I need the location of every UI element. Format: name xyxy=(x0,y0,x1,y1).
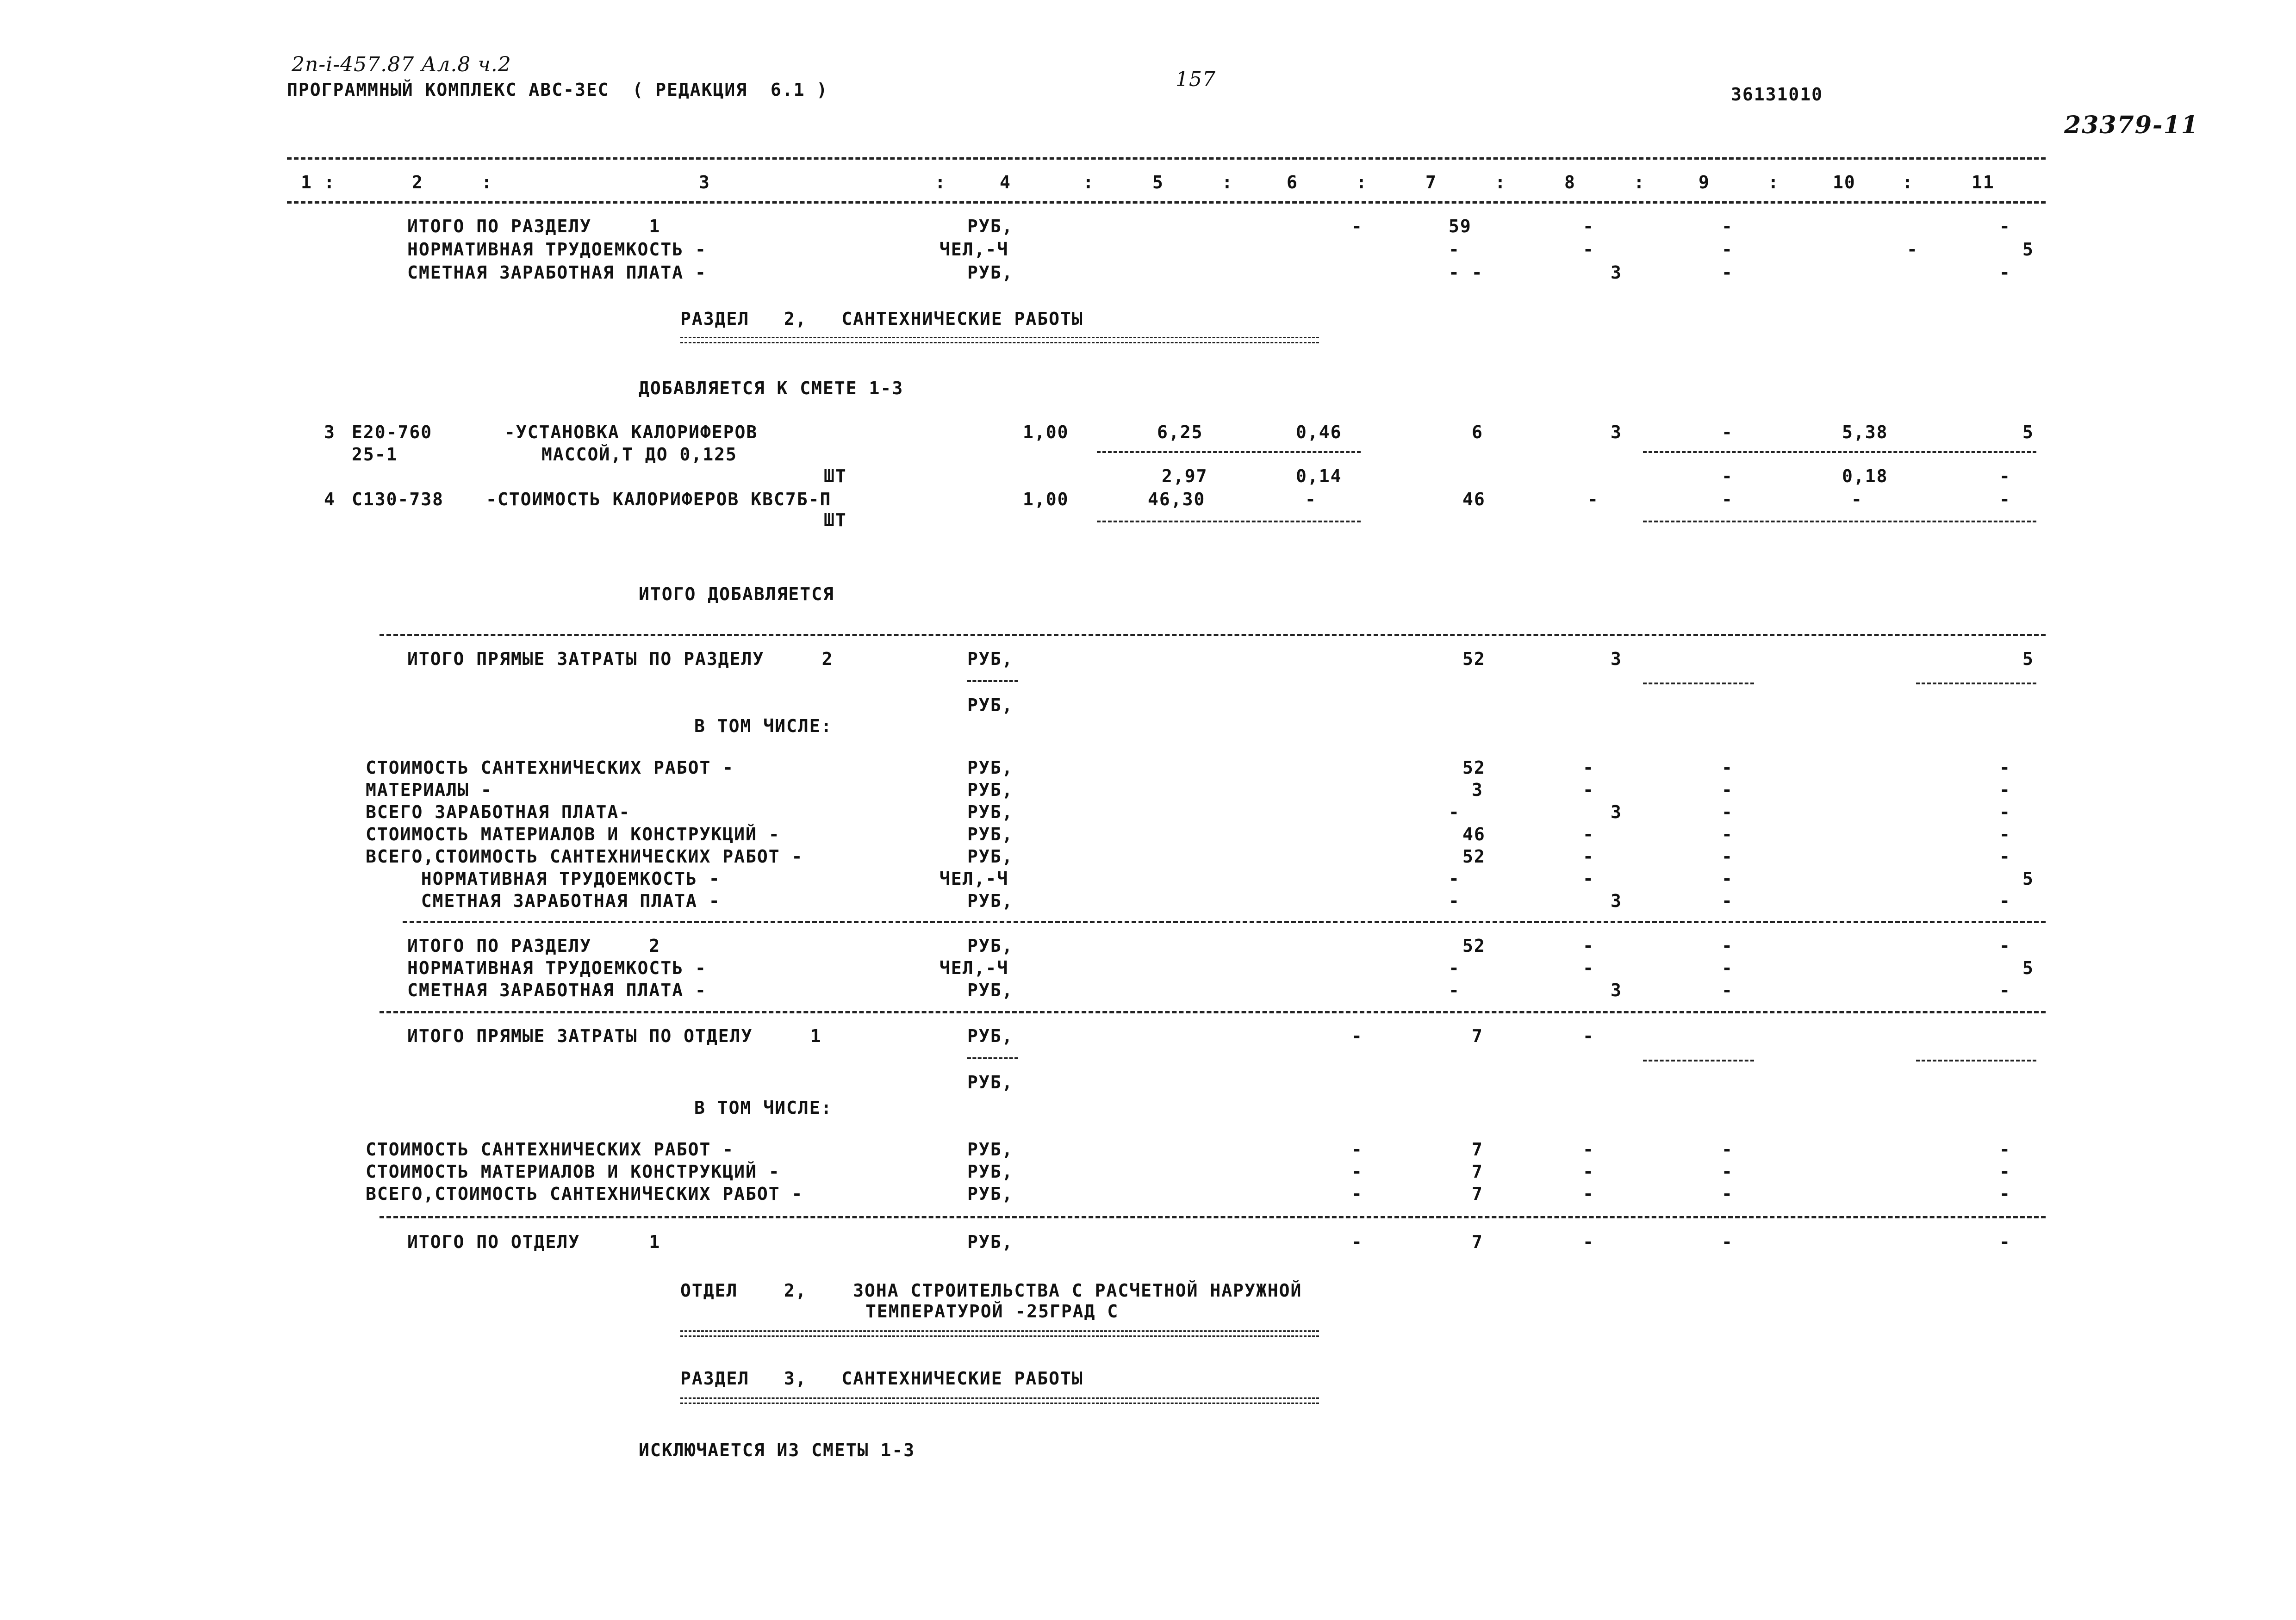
cell-11: - xyxy=(1999,1161,2011,1182)
cell-9: - xyxy=(1722,1184,1733,1204)
cell-11b: - xyxy=(1999,466,2011,486)
row-unit: ЧЕЛ,-Ч xyxy=(940,239,1009,260)
cell-12: 5 xyxy=(2022,239,2034,260)
row-label: СТОИМОСТЬ САНТЕХНИЧЕСКИХ РАБОТ - xyxy=(366,1139,734,1160)
cell-11: 5 xyxy=(2022,869,2034,889)
col-sep: : xyxy=(1083,172,1095,192)
section3-title: РАЗДЕЛ 3, САНТЕХНИЧЕСКИЕ РАБОТЫ xyxy=(680,1368,1083,1389)
program-line: ПРОГРАММНЫЙ КОМПЛЕКС АВС-3ЕС ( РЕДАКЦИЯ 6.1 ) xyxy=(287,80,828,100)
department2-title-2: ТЕМПЕРАТУРОЙ -25ГРАД С xyxy=(865,1301,1119,1322)
cell-7: - xyxy=(1449,891,1460,911)
dept-direct-costs-label: ИТОГО ПРЯМЫЕ ЗАТРАТЫ ПО ОТДЕЛУ 1 xyxy=(407,1026,822,1046)
cell-6: - xyxy=(1305,489,1317,509)
row-unit: РУБ, xyxy=(967,262,1014,283)
cell-8: - xyxy=(1583,1139,1594,1160)
department2-title: ОТДЕЛ 2, ЗОНА СТРОИТЕЛЬСТВА С РАСЧЕТНОЙ НАРУЖНОЙ xyxy=(680,1280,1302,1301)
cell-11: 5 xyxy=(2022,958,2034,978)
cell-9: - xyxy=(1722,1139,1733,1160)
cell-7: - xyxy=(1449,980,1460,1000)
cell-10b: 0,18 xyxy=(1842,466,1888,486)
row-unit: РУБ, xyxy=(967,1184,1014,1204)
dept-direct-costs-unit: РУБ, xyxy=(967,1026,1014,1046)
cell-9: - xyxy=(1722,824,1733,844)
cell-8: - xyxy=(1449,239,1460,260)
handwritten-reference: 2п-і-457.87 Ал.8 ч.2 xyxy=(292,53,511,76)
cell-9: - xyxy=(1722,958,1733,978)
cell-11: - xyxy=(1999,1232,2011,1252)
col-header-4: 4 xyxy=(1000,172,1011,192)
unit-divider xyxy=(967,1057,1018,1059)
row-unit: РУБ, xyxy=(967,802,1014,822)
cell-9: - xyxy=(1722,980,1733,1000)
cell-7: 46 xyxy=(1462,824,1486,844)
cell-12: - xyxy=(1999,262,2011,283)
cell-9: - xyxy=(1722,1161,1733,1182)
direct-costs-c7: 52 xyxy=(1462,649,1486,669)
row-unit: РУБ, xyxy=(967,824,1014,844)
cell-8: 3 xyxy=(1611,422,1622,442)
cell-9: - xyxy=(1722,846,1733,867)
row-label: НОРМАТИВНАЯ ТРУДОЕМКОСТЬ - xyxy=(407,239,707,260)
row-unit: РУБ, xyxy=(967,1161,1014,1182)
row-label: СМЕТНАЯ ЗАРАБОТНАЯ ПЛАТА - xyxy=(407,262,707,283)
cell-11: - xyxy=(1999,846,2011,867)
row-label: ИТОГО ПО ОТДЕЛУ 1 xyxy=(407,1232,661,1252)
cell-7: 3 xyxy=(1472,780,1483,800)
col-header-5: 5 xyxy=(1152,172,1164,192)
added-title: ДОБАВЛЯЕТСЯ К СМЕТЕ 1-3 xyxy=(639,378,904,398)
rule xyxy=(380,634,2046,636)
cell-11: - xyxy=(1999,780,2011,800)
row-label: ВСЕГО,СТОИМОСТЬ САНТЕХНИЧЕСКИХ РАБОТ - xyxy=(366,846,803,867)
col-sep: : xyxy=(1634,172,1645,192)
direct-costs-unit: РУБ, xyxy=(967,649,1014,669)
cell-9: - xyxy=(1722,869,1733,889)
col-header-1: 1 xyxy=(301,172,312,192)
cell-11: - xyxy=(1999,802,2011,822)
cell-9: 3 xyxy=(1611,262,1622,283)
dept-direct-costs-c7: 7 xyxy=(1472,1026,1483,1046)
row-label: МАТЕРИАЛЫ - xyxy=(366,780,492,800)
row-unit: РУБ, xyxy=(967,980,1014,1000)
cell-11: 5 xyxy=(2022,422,2034,442)
direct-costs-label: ИТОГО ПРЯМЫЕ ЗАТРАТЫ ПО РАЗДЕЛУ 2 xyxy=(407,649,834,669)
cell-9b: - xyxy=(1722,466,1733,486)
dept-direct-costs-unit-2: РУБ, xyxy=(967,1072,1014,1092)
col-header-7: 7 xyxy=(1425,172,1437,192)
direct-costs-unit-2: РУБ, xyxy=(967,695,1014,715)
row-label: СМЕТНАЯ ЗАРАБОТНАЯ ПЛАТА - xyxy=(398,891,721,911)
cell-11: - xyxy=(1999,1184,2011,1204)
col-header-10: 10 xyxy=(1833,172,1856,192)
col-header-8: 8 xyxy=(1564,172,1576,192)
cell-8: - xyxy=(1583,958,1594,978)
cell-5: 46,30 xyxy=(1148,489,1206,509)
cell-7: 7 xyxy=(1472,1139,1483,1160)
section3-underline xyxy=(680,1397,1319,1404)
cell-9: - xyxy=(1722,891,1733,911)
row-unit: РУБ, xyxy=(967,216,1014,236)
cell-11: - xyxy=(1999,891,2011,911)
row-label: НОРМАТИВНАЯ ТРУДОЕМКОСТЬ - xyxy=(398,869,721,889)
direct-costs-c11: 5 xyxy=(2022,649,2034,669)
cell-9: - xyxy=(1583,216,1594,236)
cell-11: - xyxy=(1999,936,2011,956)
cell-6b: 0,14 xyxy=(1296,466,1342,486)
cell-10: - xyxy=(1722,239,1733,260)
cell-11: - xyxy=(1999,757,2011,778)
item-unit: ШТ xyxy=(824,466,847,486)
cell-divider xyxy=(1643,683,1754,684)
cell-9: - xyxy=(1722,802,1733,822)
row-unit: РУБ, xyxy=(967,891,1014,911)
item-code-2: 25-1 xyxy=(352,444,398,465)
col-header-6: 6 xyxy=(1287,172,1298,192)
table-top-rule xyxy=(287,157,2046,160)
cell-7: 6 xyxy=(1472,422,1483,442)
row-unit: РУБ, xyxy=(967,1139,1014,1160)
row-label: ВСЕГО ЗАРАБОТНАЯ ПЛАТА- xyxy=(366,802,631,822)
col-sep: : xyxy=(324,172,336,192)
cell-9: - xyxy=(1722,757,1733,778)
document-code: 36131010 xyxy=(1731,84,1823,105)
col-header-11: 11 xyxy=(1972,172,1995,192)
cell-7: 7 xyxy=(1472,1161,1483,1182)
cell-8: 3 xyxy=(1611,891,1622,911)
col-sep: : xyxy=(1356,172,1368,192)
item-qty: 1,00 xyxy=(1023,489,1069,509)
cell-8: - xyxy=(1583,1232,1594,1252)
cell-11: - xyxy=(1999,1139,2011,1160)
col-sep: : xyxy=(1222,172,1233,192)
cell-9: - xyxy=(1583,239,1594,260)
cell-5: 6,25 xyxy=(1157,422,1203,442)
excluded-title: ИСКЛЮЧАЕТСЯ ИЗ СМЕТЫ 1-3 xyxy=(639,1440,915,1460)
cell-8: - xyxy=(1583,824,1594,844)
cell-9: - xyxy=(1722,780,1733,800)
cell-divider xyxy=(1643,521,2036,522)
cell-divider xyxy=(1097,451,1361,453)
item-code: Е20-760 xyxy=(352,422,433,442)
direct-costs-c8: 3 xyxy=(1611,649,1622,669)
cell-10: - xyxy=(1722,262,1733,283)
cell-8: - - xyxy=(1449,262,1483,283)
section2-underline xyxy=(680,337,1319,343)
item-number: 4 xyxy=(324,489,336,509)
item-unit: ШТ xyxy=(824,510,847,530)
rule xyxy=(380,1011,2046,1013)
section2-title: РАЗДЕЛ 2, САНТЕХНИЧЕСКИЕ РАБОТЫ xyxy=(680,309,1083,329)
item-name-2: МАССОЙ,Т ДО 0,125 xyxy=(541,444,737,465)
cell-8: - xyxy=(1587,489,1599,509)
cell-8: - xyxy=(1583,869,1594,889)
row-label: СТОИМОСТЬ САНТЕХНИЧЕСКИХ РАБОТ - xyxy=(366,757,734,778)
row-label: НОРМАТИВНАЯ ТРУДОЕМКОСТЬ - xyxy=(407,958,707,978)
col-sep: : xyxy=(1495,172,1506,192)
cell-7: 46 xyxy=(1462,489,1486,509)
col-sep: : xyxy=(1768,172,1780,192)
col-header-3: 3 xyxy=(699,172,710,192)
col-sep: : xyxy=(935,172,946,192)
item-qty: 1,00 xyxy=(1023,422,1069,442)
cell-7: - xyxy=(1449,958,1460,978)
row-unit: РУБ, xyxy=(967,846,1014,867)
cell-5b: 2,97 xyxy=(1162,466,1208,486)
cell-6: - xyxy=(1351,1232,1363,1252)
cell-10: 5,38 xyxy=(1842,422,1888,442)
cell-10: - xyxy=(1722,216,1733,236)
cell-9: - xyxy=(1722,422,1733,442)
col-header-9: 9 xyxy=(1699,172,1710,192)
cell-8: - xyxy=(1583,936,1594,956)
row-label: ИТОГО ПО РАЗДЕЛУ 1 xyxy=(407,216,661,236)
cell-6: - xyxy=(1351,1161,1363,1182)
cell-10: - xyxy=(1851,489,1863,509)
cell-11: - xyxy=(1999,489,2011,509)
cell-divider xyxy=(1916,683,2036,684)
cell-9: - xyxy=(1722,489,1733,509)
cell-7: - xyxy=(1351,216,1363,236)
row-label: СТОИМОСТЬ МАТЕРИАЛОВ И КОНСТРУКЦИЙ - xyxy=(366,1161,780,1182)
col-header-2: 2 xyxy=(412,172,423,192)
row-unit: РУБ, xyxy=(967,1232,1014,1252)
row-unit: ЧЕЛ,-Ч xyxy=(940,958,1009,978)
including-label: В ТОМ ЧИСЛЕ: xyxy=(694,716,833,736)
col-sep: : xyxy=(481,172,493,192)
cell-divider xyxy=(1097,521,1361,522)
cell-11: - xyxy=(1999,824,2011,844)
cell-6: - xyxy=(1351,1139,1363,1160)
item-name: -СТОИМОСТЬ КАЛОРИФЕРОВ КВС7Б-П xyxy=(486,489,832,509)
cell-8: - xyxy=(1583,757,1594,778)
stamp-number: 23379-11 xyxy=(2064,111,2199,139)
cell-9: - xyxy=(1722,936,1733,956)
cell-7: 7 xyxy=(1472,1232,1483,1252)
dept-direct-costs-c8: - xyxy=(1583,1026,1594,1046)
cell-8: - xyxy=(1583,780,1594,800)
dept-including-label: В ТОМ ЧИСЛЕ: xyxy=(694,1098,833,1118)
row-unit: РУБ, xyxy=(967,936,1014,956)
row-label: СМЕТНАЯ ЗАРАБОТНАЯ ПЛАТА - xyxy=(407,980,707,1000)
cell-6: - xyxy=(1351,1184,1363,1204)
cell-divider xyxy=(1643,1060,1754,1061)
col-sep: : xyxy=(1902,172,1914,192)
page-number: 157 xyxy=(1176,68,1216,91)
row-unit: ЧЕЛ,-Ч xyxy=(940,869,1009,889)
cell-7: - xyxy=(1449,869,1460,889)
cell-divider xyxy=(1643,451,2036,453)
rule xyxy=(403,921,2046,923)
added-total: ИТОГО ДОБАВЛЯЕТСЯ xyxy=(639,584,834,604)
cell-divider xyxy=(1916,1060,2036,1061)
dept-direct-costs-c6: - xyxy=(1351,1026,1363,1046)
row-label: ВСЕГО,СТОИМОСТЬ САНТЕХНИЧЕСКИХ РАБОТ - xyxy=(366,1184,803,1204)
cell-8: - xyxy=(1583,1184,1594,1204)
row-unit: РУБ, xyxy=(967,757,1014,778)
item-code: С130-738 xyxy=(352,489,444,509)
cell-11: - xyxy=(1907,239,1918,260)
cell-6: 0,46 xyxy=(1296,422,1342,442)
cell-7: 52 xyxy=(1462,757,1486,778)
cell-12: - xyxy=(1999,216,2011,236)
header-bottom-rule xyxy=(287,201,2046,204)
cell-8: 59 xyxy=(1449,216,1472,236)
row-label: ИТОГО ПО РАЗДЕЛУ 2 xyxy=(407,936,661,956)
cell-8: 3 xyxy=(1611,980,1622,1000)
department2-underline xyxy=(680,1330,1319,1337)
cell-7: 7 xyxy=(1472,1184,1483,1204)
row-label: СТОИМОСТЬ МАТЕРИАЛОВ И КОНСТРУКЦИЙ - xyxy=(366,824,780,844)
cell-8: - xyxy=(1583,846,1594,867)
item-number: 3 xyxy=(324,422,336,442)
cell-7: - xyxy=(1449,802,1460,822)
cell-8: 3 xyxy=(1611,802,1622,822)
item-name: -УСТАНОВКА КАЛОРИФЕРОВ xyxy=(504,422,758,442)
rule xyxy=(380,1216,2046,1218)
cell-8: - xyxy=(1583,1161,1594,1182)
cell-9: - xyxy=(1722,1232,1733,1252)
cell-7: 52 xyxy=(1462,936,1486,956)
cell-7: 52 xyxy=(1462,846,1486,867)
row-unit: РУБ, xyxy=(967,780,1014,800)
unit-divider xyxy=(967,680,1018,682)
cell-11: - xyxy=(1999,980,2011,1000)
